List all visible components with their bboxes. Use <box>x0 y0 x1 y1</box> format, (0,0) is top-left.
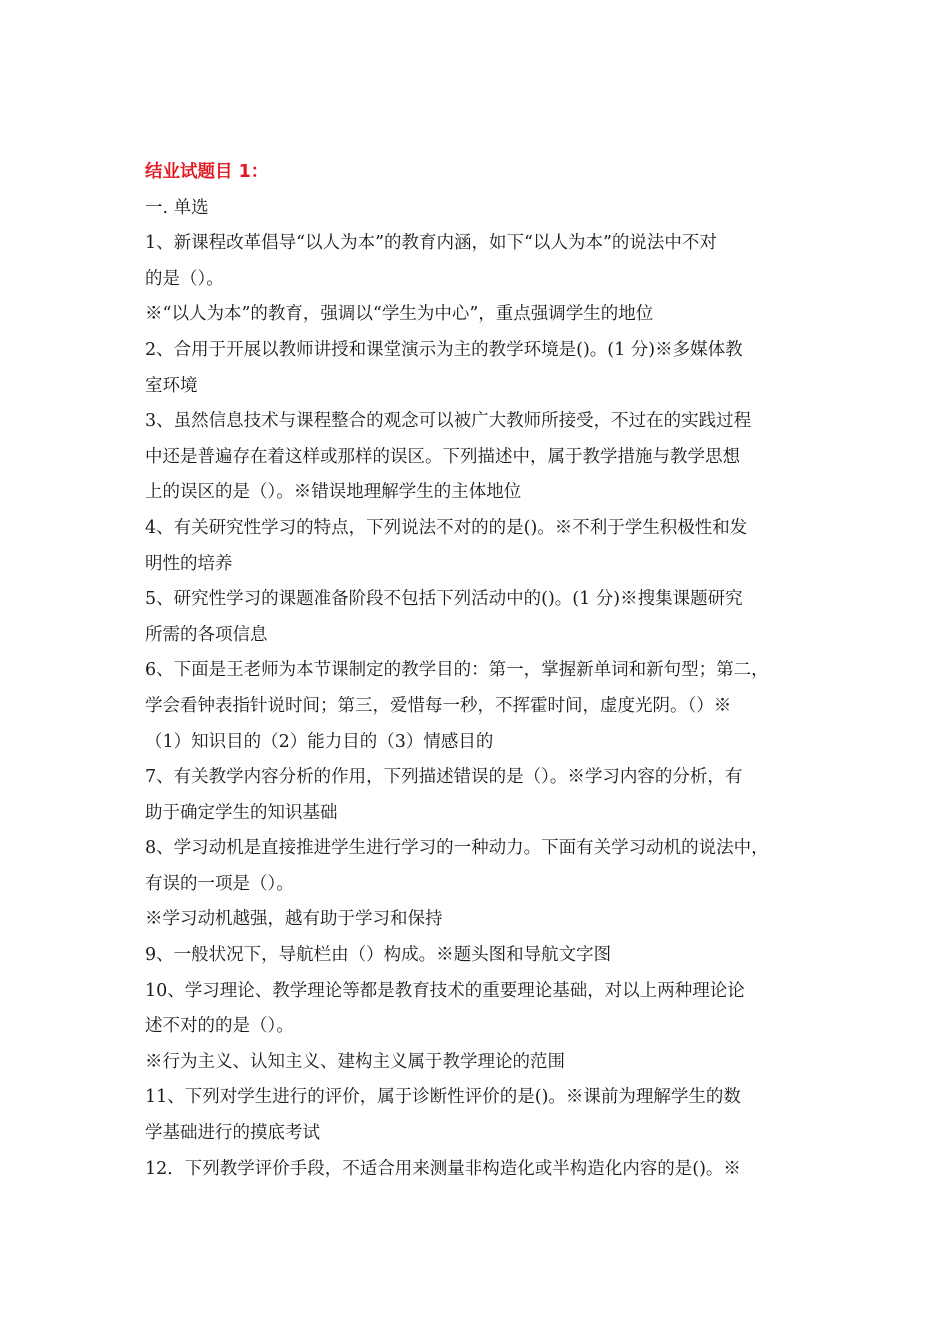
text-line: 6、下面是王老师为本节课制定的教学目的：第一，掌握新单词和新句型；第二， <box>145 660 769 681</box>
text-line: 10、学习理论、教学理论等都是教育技术的重要理论基础，对以上两种理论论 <box>145 980 745 1001</box>
text-line: 上的误区的是（）。※错误地理解学生的主体地位 <box>145 482 522 503</box>
text-line: 9、一般状况下，导航栏由（）构成。※题头图和导航文字图 <box>145 945 612 966</box>
text-line: 中还是普遍存在着这样或那样的误区。下列描述中，属于教学措施与教学思想 <box>145 446 740 467</box>
text-line: 4、有关研究性学习的特点，下列说法不对的的是()。※不利于学生积极性和发 <box>145 517 748 538</box>
text-line: ※学习动机越强，越有助于学习和保持 <box>145 909 443 930</box>
text-line: 所需的各项信息 <box>145 624 268 645</box>
text-line: ※行为主义、认知主义、建构主义属于教学理论的范围 <box>145 1051 565 1072</box>
text-line: 的是（）。 <box>145 268 224 289</box>
text-line: 述不对的的是（）。 <box>145 1016 294 1037</box>
text-line: 有误的一项是（）。 <box>145 873 294 894</box>
text-line: 3、虽然信息技术与课程整合的观念可以被广大教师所接受，不过在的实践过程 <box>145 411 752 432</box>
text-line: 5、研究性学习的课题准备阶段不包括下列活动中的()。(1 分)※搜集课题研究 <box>145 589 743 610</box>
text-line: 11、下列对学生进行的评价，属于诊断性评价的是()。※课前为理解学生的数 <box>145 1087 741 1108</box>
text-line: 1、新课程改革倡导“以人为本”的教育内涵，如下“以人为本”的说法中不对 <box>145 233 717 254</box>
text-line: 学基础进行的摸底考试 <box>145 1123 320 1144</box>
section-heading: 一. 单选 <box>145 197 209 218</box>
text-line: 明性的培养 <box>145 553 233 574</box>
text-line: 室环境 <box>145 375 198 396</box>
document-body <box>145 155 810 1187</box>
text-line: 12．下列教学评价手段，不适合用来测量非构造化或半构造化内容的是()。※ <box>145 1158 741 1179</box>
text-line: 2、合用于开展以教师讲授和课堂演示为主的教学环境是()。(1 分)※多媒体教 <box>145 339 743 360</box>
text-line: ※“以人为本”的教育，强调以“学生为中心”，重点强调学生的地位 <box>145 304 654 325</box>
document-title: 结业试题目 1： <box>145 162 269 182</box>
text-line: 学会看钟表指针说时间；第三，爱惜每一秒，不挥霍时间，虚度光阴。（）※ <box>145 695 732 716</box>
text-line: 助于确定学生的知识基础 <box>145 802 338 823</box>
text-line: （1）知识目的（2）能力目的（3）情感目的 <box>145 731 494 752</box>
text-line: 8、学习动机是直接推进学生进行学习的一种动力。下面有关学习动机的说法中， <box>145 838 769 859</box>
text-line: 7、有关教学内容分析的作用，下列描述错误的是（）。※学习内容的分析，有 <box>145 767 743 788</box>
